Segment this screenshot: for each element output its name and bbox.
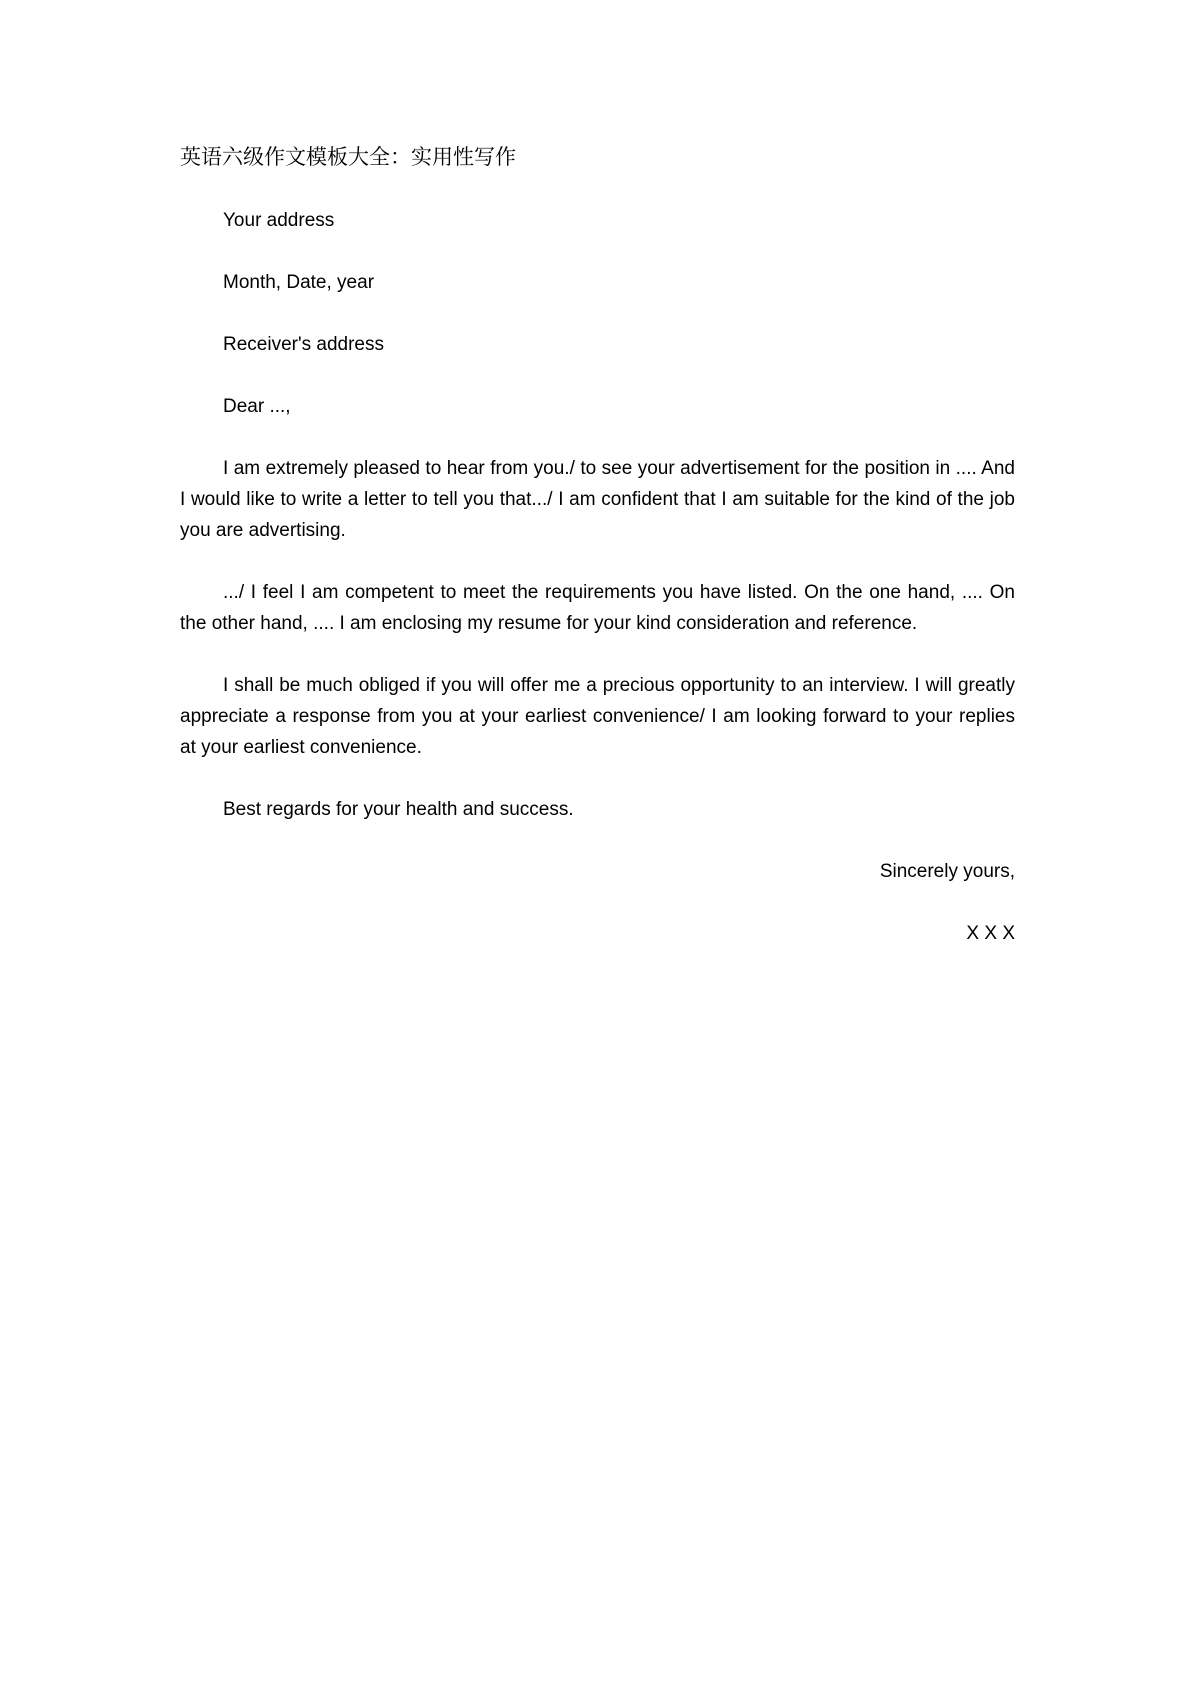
sender-address: Your address xyxy=(223,210,335,231)
signature: X X X xyxy=(966,923,1015,944)
body-paragraph-closing: I shall be much obliged if you will offer me a precious opportunity to an interview. I will greatly appreciate a response from you at your earliest convenience/ I am looking forward to your replies at your earliest convenience. xyxy=(180,675,1015,758)
receiver-address: Receiver's address xyxy=(223,334,384,355)
letter-template xyxy=(180,142,1015,980)
salutation: Dear ..., xyxy=(223,396,291,417)
letter-date: Month, Date, year xyxy=(223,272,375,293)
body-paragraph-opening: I am extremely pleased to hear from you./ to see your advertisement for the position in .... And I would like to write a letter to tell you that.../ I am confident that I am suitable for the kind of the job you are advertising. xyxy=(180,458,1015,541)
document-title: 英语六级作文模板大全：实用性写作 xyxy=(180,145,516,169)
body-paragraph-qualifications: .../ I feel I am competent to meet the requirements you have listed. On the one hand, .... On the other hand, .... I am enclosing my resume for your kind consideration and reference. xyxy=(180,582,1015,634)
regards-line: Best regards for your health and success. xyxy=(223,799,574,820)
complimentary-close: Sincerely yours, xyxy=(879,861,1015,882)
